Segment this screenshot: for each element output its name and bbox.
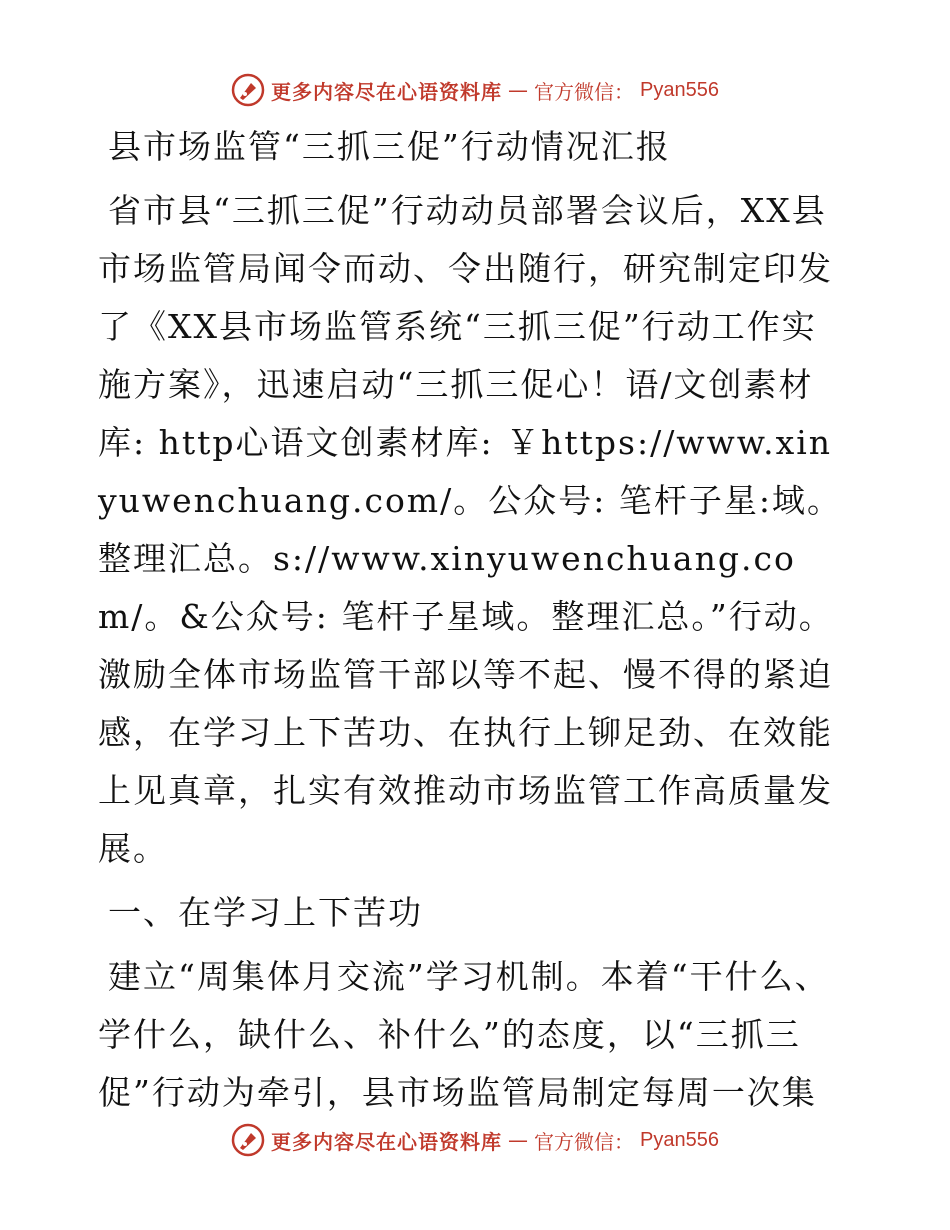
- banner-wechat-id: Pyan556: [640, 78, 719, 101]
- paragraph-section-1: [98, 948, 850, 1122]
- pen-nib-icon: [231, 1123, 265, 1157]
- paragraph-intro-text: 省市县“三抓三促”行动动员部署会议后，XX县市场监管局闻令而动、令出随行，研究制定印发了《XX县市场监管系统“三抓三促”行动工作实施方案》，迅速启动“三抓三促心！语/文创素材库: http心语文创素材库: ￥https://www.xinyuwenchuang.com/。公众号: 笔杆子星:域。整理汇总。s://www.xinyuwenchuang.com/。&公众号: 笔杆子星域。整理汇总。”行动。激励全体市场监管干部以等不起、慢不得的紧迫感，在学习上下苦功、在执行上铆足劲、在效能上见真章，扎实有效推动市场监管工作高质量发展。: [98, 191, 842, 868]
- banner-wechat-label: 官方微信：: [534, 1129, 635, 1154]
- document-body: [98, 118, 850, 1128]
- footer-banner: [0, 1120, 950, 1160]
- banner-slogan: 更多内容尽在心语资料库: [271, 1129, 503, 1154]
- section-heading-1: 一、在学习上下苦功: [108, 893, 423, 932]
- paragraph-section-1-text: 建立“周集体月交流”学习机制。本着“干什么、学什么，缺什么、补什么”的态度，以“三抓三促”行动为牵引，县市场监管局制定每周一次集: [98, 957, 830, 1112]
- banner-slogan: 更多内容尽在心语资料库: [271, 79, 503, 104]
- banner-wechat-label: 官方微信：: [534, 79, 635, 104]
- banner-separator: —: [508, 1128, 529, 1152]
- header-banner: [0, 70, 950, 110]
- banner-wechat-id: Pyan556: [640, 1128, 719, 1151]
- paragraph-intro: [98, 182, 850, 878]
- document-title: 县市场监管“三抓三促”行动情况汇报: [108, 127, 671, 166]
- pen-nib-icon: [231, 73, 265, 107]
- banner-separator: —: [508, 78, 529, 102]
